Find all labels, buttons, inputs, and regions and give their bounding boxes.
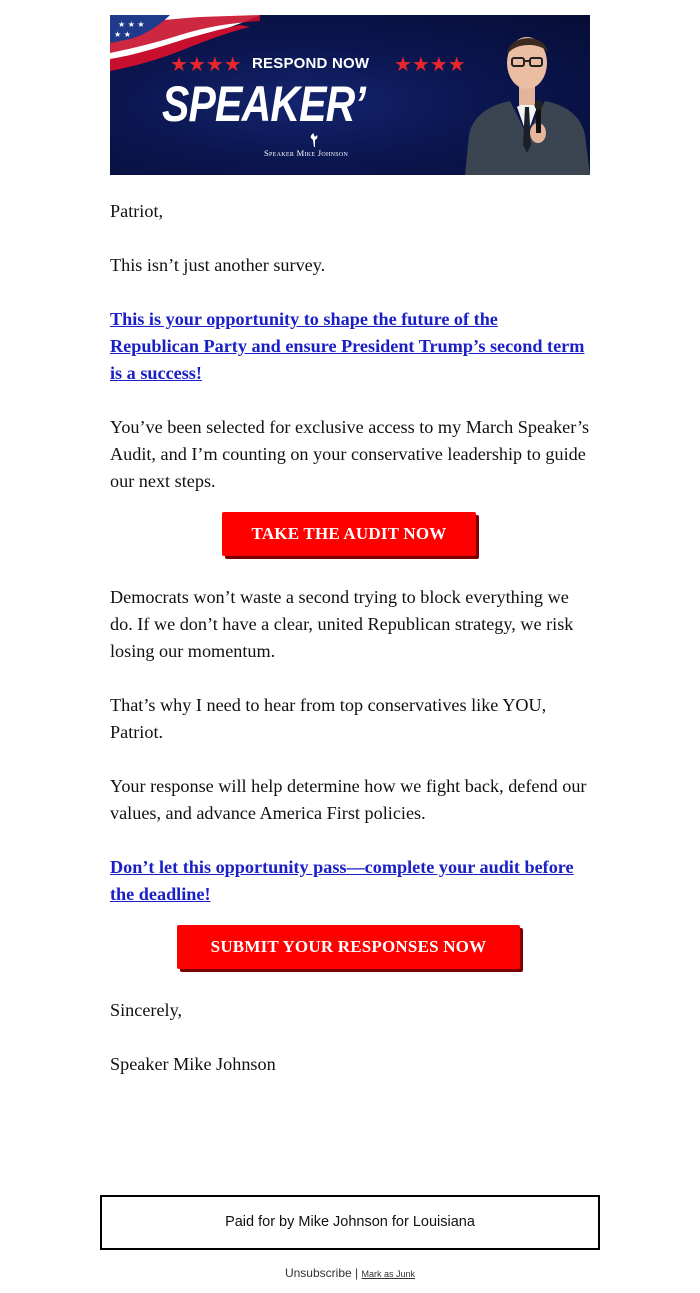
link-separator: | bbox=[355, 1266, 359, 1280]
mark-as-junk-link[interactable]: Mark as Junk bbox=[361, 1269, 416, 1279]
torch-logo-icon bbox=[307, 132, 321, 148]
svg-text:★ ★ ★: ★ ★ ★ bbox=[118, 20, 145, 29]
respond-now-label: RESPOND NOW bbox=[252, 55, 370, 72]
banner-signature: Speaker Mike Johnson bbox=[264, 148, 349, 158]
shape-future-link[interactable]: This is your opportunity to shape the future of the Republican Party and ensure President Trump’s second term is a success! bbox=[110, 309, 585, 383]
intro-text: This isn’t just another survey. bbox=[110, 255, 326, 275]
hear-from-you-text: That’s why I need to hear from top conservatives like YOU, Patriot. bbox=[110, 695, 547, 742]
header-banner[interactable] bbox=[110, 15, 590, 175]
svg-text:★ ★: ★ ★ bbox=[114, 30, 131, 39]
opportunity-paragraph bbox=[110, 306, 590, 387]
take-audit-button[interactable]: TAKE THE AUDIT NOW bbox=[222, 512, 476, 556]
unsubscribe-link[interactable]: Unsubscribe bbox=[284, 1266, 352, 1280]
closing-text: Sincerely, bbox=[110, 1000, 183, 1020]
speaker-portrait-image bbox=[465, 15, 590, 175]
selection-text: You’ve been selected for exclusive access to my March Speaker’s Audit, and I’m counting on your conservative leadership to guide our next steps. bbox=[110, 417, 590, 491]
footer-links bbox=[0, 1266, 700, 1280]
banner-headline: SPEAKER’ bbox=[162, 76, 366, 132]
stars-right-icon: ★★★★ bbox=[394, 52, 466, 76]
signature-text: Speaker Mike Johnson bbox=[110, 1054, 276, 1074]
paid-for-text: Paid for by Mike Johnson for Louisiana bbox=[225, 1214, 475, 1230]
paid-for-disclaimer bbox=[100, 1195, 600, 1250]
greeting: Patriot, bbox=[110, 201, 164, 221]
response-text: Your response will help determine how we fight back, defend our values, and advance America First policies. bbox=[110, 776, 587, 823]
deadline-paragraph bbox=[110, 854, 590, 908]
complete-audit-link[interactable]: Don’t let this opportunity pass—complete your audit before the deadline! bbox=[110, 857, 574, 904]
submit-responses-button[interactable]: SUBMIT YOUR RESPONSES NOW bbox=[177, 925, 520, 969]
stars-left-icon: ★★★★ bbox=[170, 52, 242, 76]
democrats-text: Democrats won’t waste a second trying to block everything we do. If we don’t have a clear, united Republican strategy, we risk losing our momentum. bbox=[110, 587, 574, 661]
